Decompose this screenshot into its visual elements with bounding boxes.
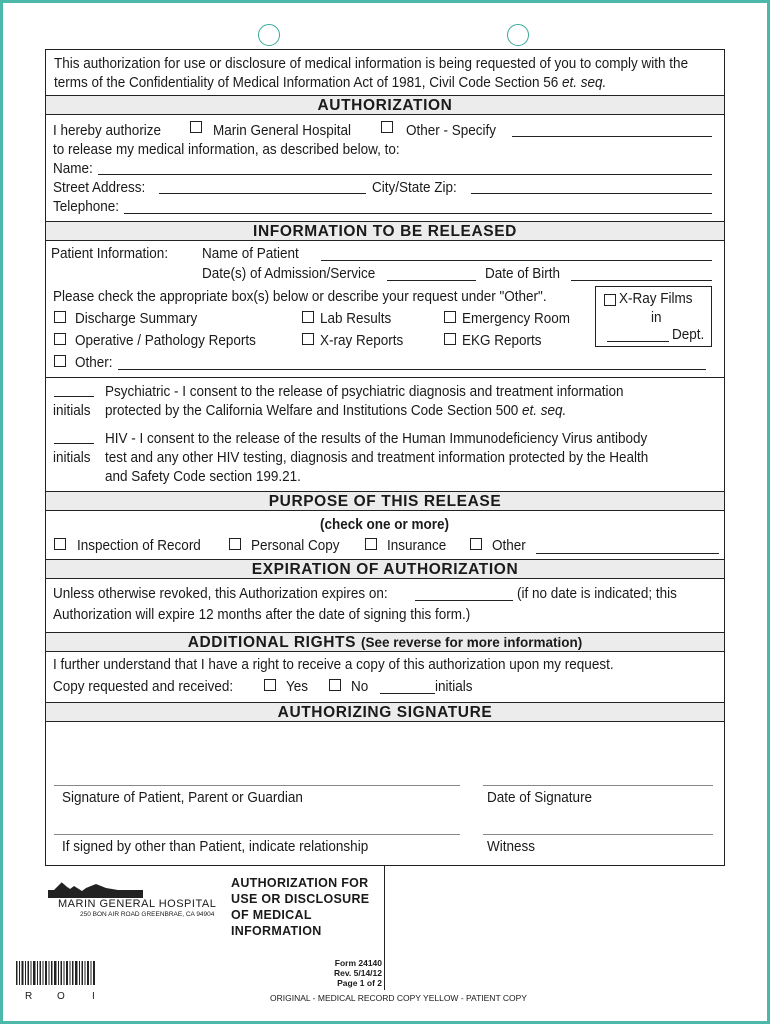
copy-yes-label: Yes <box>286 678 309 695</box>
date-of-signature-field[interactable] <box>483 785 713 786</box>
copy-distribution: ORIGINAL - MEDICAL RECORD COPY YELLOW - PATIENT COPY <box>270 993 527 1003</box>
hiv-consent-line-2: test and any other HIV testing, diagnosis and treatment information protected by the Health <box>105 449 649 466</box>
purpose-other-checkbox[interactable] <box>470 538 482 550</box>
street-address-label: Street Address: <box>53 179 146 196</box>
copy-no-checkbox[interactable] <box>329 679 341 691</box>
xray-reports-label: X-ray Reports <box>320 332 404 349</box>
street-address-field[interactable] <box>159 193 366 194</box>
hiv-initials-field[interactable] <box>54 443 94 444</box>
form-page: Page 1 of 2 <box>337 978 382 988</box>
hiv-consent-line-1: HIV - I consent to the release of the results of the Human Immunodeficiency Virus antibody <box>105 430 648 447</box>
insurance-checkbox[interactable] <box>365 538 377 550</box>
telephone-label: Telephone: <box>53 198 120 215</box>
admission-dates-field[interactable] <box>387 280 476 281</box>
expiration-header: EXPIRATION OF AUTHORIZATION <box>46 559 724 579</box>
relationship-label: If signed by other than Patient, indicate relationship <box>62 838 369 855</box>
personal-copy-checkbox[interactable] <box>229 538 241 550</box>
form-title-line-1: AUTHORIZATION FOR <box>231 876 369 890</box>
xray-in-label: in <box>651 309 662 326</box>
relationship-field[interactable] <box>54 834 460 835</box>
operative-pathology-checkbox[interactable] <box>54 333 66 345</box>
copy-initials-field[interactable] <box>380 693 435 694</box>
marin-general-label: Marin General Hospital <box>213 122 352 139</box>
hiv-consent-line-3: and Safety Code section 199.21. <box>105 468 301 485</box>
check-instruction: Please check the appropriate box(s) below or describe your request under "Other". <box>53 288 547 305</box>
authorization-form <box>45 49 725 866</box>
form-title-line-3: OF MEDICAL <box>231 908 312 922</box>
other-info-label: Other: <box>75 354 113 371</box>
roi-letter-i: I <box>92 991 95 1002</box>
additional-rights-header: ADDITIONAL RIGHTS (See reverse for more information) <box>46 632 724 652</box>
form-number: Form 24140 <box>334 958 382 968</box>
name-label: Name: <box>53 160 93 177</box>
xray-films-checkbox[interactable] <box>604 294 616 306</box>
witness-field[interactable] <box>483 834 713 835</box>
discharge-summary-label: Discharge Summary <box>75 310 198 327</box>
inspection-of-record-checkbox[interactable] <box>54 538 66 550</box>
lab-results-label: Lab Results <box>320 310 392 327</box>
purpose-header: PURPOSE OF THIS RELEASE <box>46 491 724 511</box>
authorizing-signature-header: AUTHORIZING SIGNATURE <box>46 702 724 722</box>
xray-films-box <box>595 286 712 347</box>
copy-initials-label: initials <box>435 678 473 695</box>
date-of-birth-field[interactable] <box>571 280 712 281</box>
release-instruction: to release my medical information, as described below, to: <box>53 141 400 158</box>
patient-signature-field[interactable] <box>54 785 460 786</box>
expiration-line-1b: (if no date is indicated; this <box>517 585 677 602</box>
psychiatric-initials-label: initials <box>53 402 91 419</box>
marin-general-checkbox[interactable] <box>190 121 202 133</box>
purpose-other-field[interactable] <box>536 553 719 554</box>
personal-copy-label: Personal Copy <box>251 537 340 554</box>
other-specify-field[interactable] <box>512 136 712 137</box>
copy-yes-checkbox[interactable] <box>264 679 276 691</box>
witness-label: Witness <box>487 838 536 855</box>
lab-results-checkbox[interactable] <box>302 311 314 323</box>
purpose-other-label: Other <box>492 537 526 554</box>
date-of-birth-label: Date of Birth <box>485 265 561 282</box>
expiration-date-field[interactable] <box>415 600 513 601</box>
name-of-patient-field[interactable] <box>321 260 712 261</box>
psychiatric-consent-line-1: Psychiatric - I consent to the release of psychiatric diagnosis and treatment information <box>105 383 624 400</box>
other-info-field[interactable] <box>118 369 706 370</box>
emergency-room-label: Emergency Room <box>462 310 571 327</box>
additional-rights-line-1: I further understand that I have a right to receive a copy of this authorization upon my request. <box>53 656 614 673</box>
psychiatric-initials-field[interactable] <box>54 396 94 397</box>
form-title-line-4: INFORMATION <box>231 924 322 938</box>
form-title-line-2: USE OR DISCLOSURE <box>231 892 370 906</box>
divider <box>46 377 724 378</box>
expiration-line-1a: Unless otherwise revoked, this Authorization expires on: <box>53 585 388 602</box>
copy-no-label: No <box>351 678 369 695</box>
hospital-logo-icon <box>48 878 143 898</box>
xray-dept-label: Dept. <box>672 326 705 343</box>
ekg-reports-checkbox[interactable] <box>444 333 456 345</box>
insurance-label: Insurance <box>387 537 447 554</box>
form-revision: Rev. 5/14/12 <box>333 968 382 978</box>
purpose-instruction: (check one or more) <box>320 516 450 533</box>
other-specify-label: Other - Specify <box>406 122 497 139</box>
punch-hole-right <box>507 24 529 46</box>
psychiatric-consent-line-2: protected by the California Welfare and Institutions Code Section 500 et. seq. <box>105 402 567 419</box>
hiv-initials-label: initials <box>53 449 91 466</box>
intro-line-1: This authorization for use or disclosure of medical information is being requested of you to comply with the <box>54 55 689 72</box>
recipient-name-field[interactable] <box>98 174 712 175</box>
xray-films-label: X-Ray Films <box>619 290 693 307</box>
city-state-zip-label: City/State Zip: <box>372 179 457 196</box>
punch-hole-left <box>258 24 280 46</box>
patient-information-label: Patient Information: <box>51 245 169 262</box>
hospital-name: MARIN GENERAL HOSPITAL <box>58 898 217 910</box>
signature-patient-label: Signature of Patient, Parent or Guardian <box>62 789 303 806</box>
information-to-be-released-header: INFORMATION TO BE RELEASED <box>46 221 724 241</box>
footer-divider <box>384 866 385 990</box>
copy-requested-label: Copy requested and received: <box>53 678 234 695</box>
inspection-of-record-label: Inspection of Record <box>77 537 201 554</box>
roi-letter-r: R <box>25 991 33 1002</box>
admission-dates-label: Date(s) of Admission/Service <box>202 265 376 282</box>
xray-dept-field[interactable] <box>607 341 669 342</box>
barcode-icon <box>16 961 96 985</box>
city-state-zip-field[interactable] <box>471 193 712 194</box>
name-of-patient-label: Name of Patient <box>202 245 299 262</box>
intro-line-2: terms of the Confidentiality of Medical Information Act of 1981, Civil Code Section 56 et. seq. <box>54 74 607 91</box>
telephone-field[interactable] <box>124 213 712 214</box>
other-info-checkbox[interactable] <box>54 355 66 367</box>
authorization-header: AUTHORIZATION <box>46 95 724 115</box>
operative-pathology-label: Operative / Pathology Reports <box>75 332 256 349</box>
ekg-reports-label: EKG Reports <box>462 332 542 349</box>
xray-reports-checkbox[interactable] <box>302 333 314 345</box>
date-of-signature-label: Date of Signature <box>487 789 593 806</box>
discharge-summary-checkbox[interactable] <box>54 311 66 323</box>
authorize-label: I hereby authorize <box>53 122 162 139</box>
expiration-line-2: Authorization will expire 12 months after the date of signing this form.) <box>53 606 471 623</box>
roi-letter-o: O <box>57 991 65 1002</box>
hospital-address: 250 BON AIR ROAD GREENBRAE, CA 94904 <box>80 911 215 918</box>
emergency-room-checkbox[interactable] <box>444 311 456 323</box>
other-specify-checkbox[interactable] <box>381 121 393 133</box>
